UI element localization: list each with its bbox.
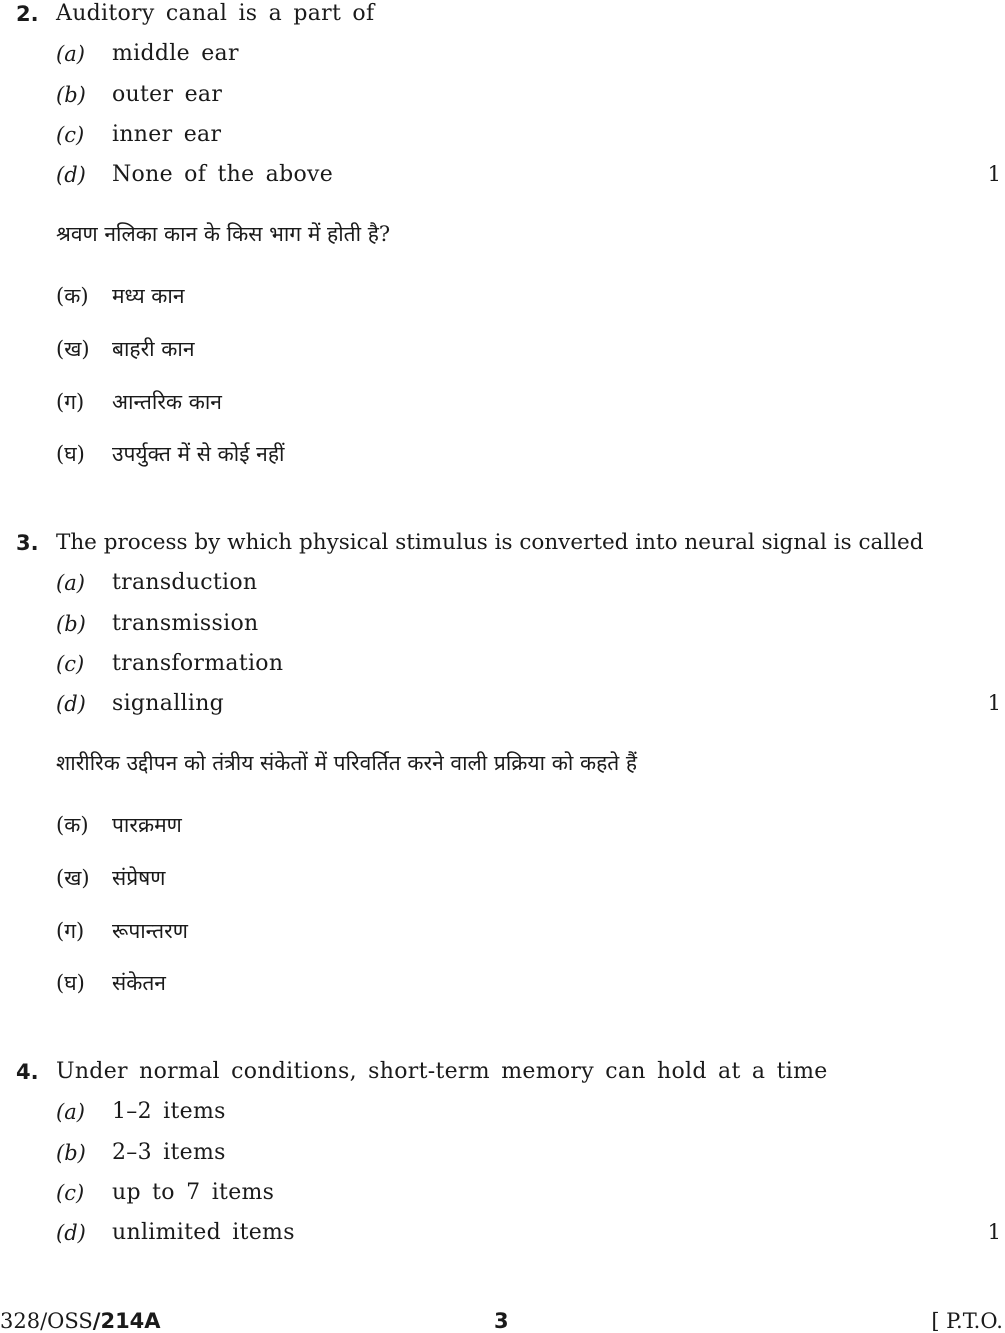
- option-label: (c): [56, 652, 85, 676]
- option-label: (a): [56, 42, 85, 66]
- marks: 1: [987, 691, 1001, 715]
- option-text: transduction: [112, 570, 258, 595]
- option-text: None of the above: [112, 162, 334, 187]
- marks: 1: [987, 162, 1001, 186]
- option-label: (a): [56, 571, 85, 595]
- question-text: The process by which physical stimulus is converted into neural signal is called: [56, 530, 924, 555]
- option-label: (b): [56, 612, 86, 636]
- question-number: 4.: [16, 1060, 39, 1084]
- hindi-option-text: संप्रेषण: [112, 866, 166, 890]
- hindi-option-text: संकेतन: [112, 971, 166, 995]
- hindi-question-text: शारीरिक उद्दीपन को तंत्रीय संकेतों में परिवर्तित करने वाली प्रक्रिया को कहते हैं: [56, 751, 638, 775]
- option-text: 2–3 items: [112, 1140, 226, 1165]
- option-text: transformation: [112, 651, 284, 676]
- option-label: (c): [56, 1181, 85, 1205]
- hindi-option-text: पारक्रमण: [112, 813, 182, 837]
- hindi-option-label: (ग): [56, 390, 85, 414]
- hindi-option-text: बाहरी कान: [112, 337, 195, 361]
- option-label: (d): [56, 163, 86, 187]
- question-text: Under normal conditions, short-term memory can hold at a time: [56, 1059, 828, 1084]
- hindi-option-text: आन्तरिक कान: [112, 390, 222, 414]
- hindi-option-label: (ख): [56, 866, 90, 890]
- option-label: (d): [56, 692, 86, 716]
- option-label: (b): [56, 1141, 86, 1165]
- hindi-option-label: (ख): [56, 337, 90, 361]
- option-text: outer ear: [112, 82, 223, 107]
- question-text: Auditory canal is a part of: [56, 1, 375, 26]
- question-number: 2.: [16, 2, 39, 26]
- hindi-option-text: मध्य कान: [112, 284, 185, 308]
- paper-code: [0, 1309, 161, 1333]
- hindi-option-text: रूपान्तरण: [112, 919, 188, 943]
- option-text: transmission: [112, 611, 259, 636]
- option-label: (a): [56, 1100, 85, 1124]
- page-number: 3: [494, 1309, 509, 1333]
- hindi-option-label: (क): [56, 813, 89, 837]
- pto-label: [ P.T.O.: [931, 1309, 1003, 1333]
- option-label: (b): [56, 83, 86, 107]
- marks: 1: [987, 1220, 1001, 1244]
- option-text: up to 7 items: [112, 1180, 275, 1205]
- option-label: (c): [56, 123, 85, 147]
- option-text: inner ear: [112, 122, 222, 147]
- option-text: signalling: [112, 691, 225, 716]
- option-text: 1–2 items: [112, 1099, 226, 1124]
- paper-code-prefix: 328/OSS: [0, 1309, 93, 1333]
- hindi-option-label: (क): [56, 284, 89, 308]
- option-text: unlimited items: [112, 1220, 295, 1245]
- option-label: (d): [56, 1221, 86, 1245]
- hindi-option-label: (घ): [56, 442, 85, 466]
- option-text: middle ear: [112, 41, 239, 66]
- hindi-option-label: (ग): [56, 919, 85, 943]
- paper-code-suffix: /214A: [92, 1309, 161, 1333]
- hindi-option-text: उपर्युक्त में से कोई नहीं: [112, 442, 285, 466]
- hindi-question-text: श्रवण नलिका कान के किस भाग में होती है?: [56, 222, 391, 246]
- hindi-option-label: (घ): [56, 971, 85, 995]
- question-number: 3.: [16, 531, 39, 555]
